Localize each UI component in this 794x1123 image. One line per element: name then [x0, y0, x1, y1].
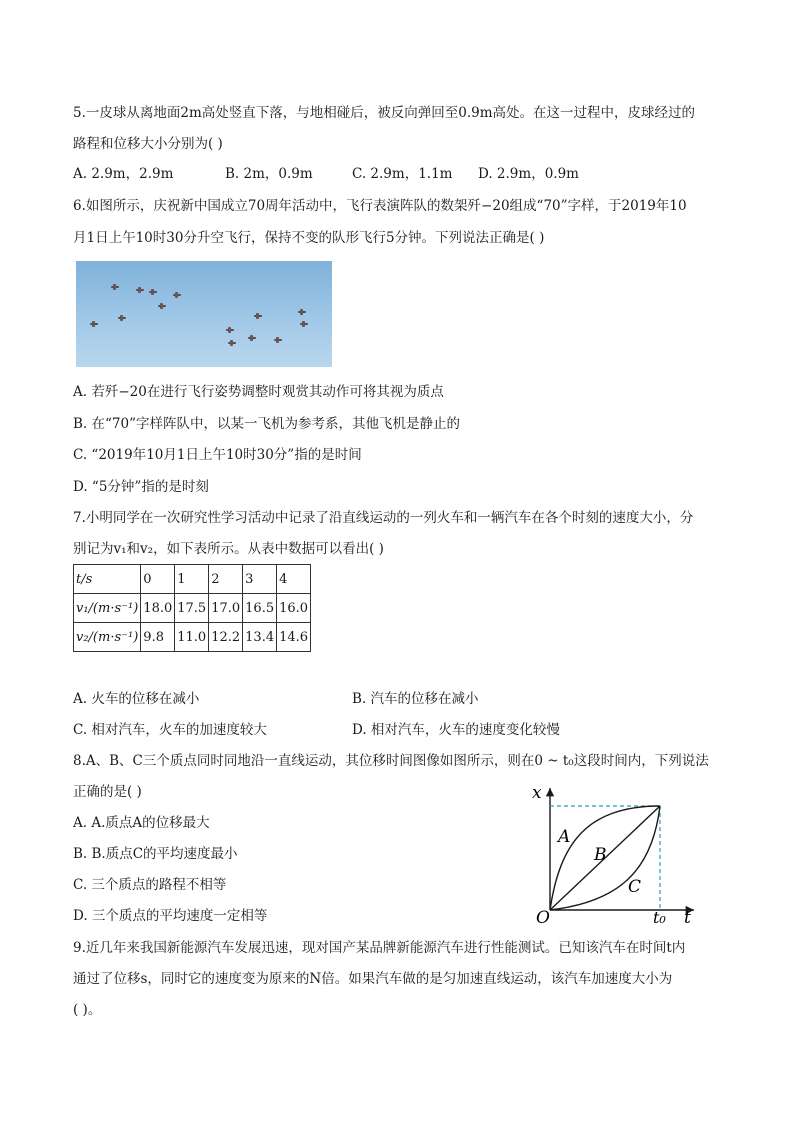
q5-option-d: D. 2.9m，0.9m — [478, 166, 579, 182]
curve-a-label: A — [558, 827, 571, 847]
table-cell: 18.0 — [141, 594, 175, 623]
table-cell: 2 — [209, 565, 243, 594]
jet-icon — [173, 294, 181, 296]
q5-option-c: C. 2.9m，1.1m — [352, 166, 453, 182]
table-row — [74, 594, 311, 623]
jet-icon — [118, 317, 126, 319]
table-cell: 4 — [277, 565, 311, 594]
table-cell: 16.5 — [243, 594, 277, 623]
q8-option-b: B. B.质点C的平均速度最小 — [73, 846, 238, 862]
jet-icon — [300, 323, 308, 325]
jet-icon — [90, 323, 98, 325]
jet-icon — [248, 337, 256, 339]
jet-icon — [228, 342, 236, 344]
table-cell: 1 — [175, 565, 209, 594]
jet-icon — [111, 286, 119, 288]
x-axis-label: x — [532, 783, 542, 803]
q5-stem-line1: 5.一皮球从离地面2m高处竖直下落，与地相碰后，被反向弹回至0.9m高处。在这一过程中，皮球经过的 — [73, 105, 696, 121]
table-cell: 0 — [141, 565, 175, 594]
q9-stem-line2: 通过了位移s，同时它的速度变为原来的N倍。如果汽车做的是匀加速直线运动，该汽车加速度大小为 — [73, 971, 673, 987]
q6-option-a: A. 若歼−20在进行飞行姿势调整时观赏其动作可将其视为质点 — [73, 384, 444, 400]
q6-option-b: B. 在“70”字样阵队中，以某一飞机为参考系，其他飞机是静止的 — [73, 416, 460, 432]
q5-option-a: A. 2.9m，2.9m — [73, 166, 174, 182]
q7-stem-line2: 别记为v₁和v₂，如下表所示。从表中数据可以看出( ) — [73, 541, 384, 557]
q9-stem-line3: ( )。 — [73, 1002, 102, 1018]
q7-option-d: D. 相对汽车，火车的速度变化较慢 — [352, 722, 560, 738]
jet-icon — [158, 305, 166, 307]
origin-label: O — [536, 908, 550, 928]
q5-option-b: B. 2m，0.9m — [225, 166, 313, 182]
table-cell: 12.2 — [209, 623, 243, 652]
q8-stem-line2: 正确的是( ) — [73, 784, 142, 800]
curve-b-label: B — [594, 845, 607, 865]
table-cell: 14.6 — [277, 623, 311, 652]
q8-option-c: C. 三个质点的路程不相等 — [73, 877, 227, 893]
table-cell: v₁/(m·s⁻¹) — [74, 594, 141, 623]
q6-option-d: D. “5分钟”指的是时刻 — [73, 479, 209, 495]
table-cell: 3 — [243, 565, 277, 594]
curve-c-label: C — [628, 877, 642, 897]
table-cell: 16.0 — [277, 594, 311, 623]
q6-option-c: C. “2019年10月1日上午10时30分”指的是时间 — [73, 447, 362, 463]
t-axis-label: t — [684, 908, 691, 928]
q7-stem-line1: 7.小明同学在一次研究性学习活动中记录了沿直线运动的一列火车和一辆汽车在各个时刻的速度大小，分 — [73, 510, 694, 526]
xt-graph — [528, 782, 708, 930]
velocity-table — [73, 564, 311, 652]
q9-stem-line1: 9.近几年来我国新能源汽车发展迅速，现对国产某品牌新能源汽车进行性能测试。已知该汽车在时间t内 — [73, 940, 686, 956]
q5-stem-line2: 路程和位移大小分别为( ) — [73, 136, 223, 152]
table-cell: 9.8 — [141, 623, 175, 652]
jet-icon — [136, 289, 144, 291]
t0-label: t₀ — [653, 908, 666, 927]
q8-option-a: A. A.质点A的位移最大 — [73, 815, 210, 831]
q7-option-b: B. 汽车的位移在减小 — [352, 691, 479, 707]
table-row — [74, 623, 311, 652]
q6-stem-line2: 月1日上午10时30分升空飞行，保持不变的队形飞行5分钟。下列说法正确是( ) — [73, 230, 545, 246]
jet-icon — [274, 339, 282, 341]
table-cell: 17.5 — [175, 594, 209, 623]
q6-stem-line1: 6.如图所示，庆祝新中国成立70周年活动中，飞行表演阵队的数架歼−20组成“70”字样，于2019年10 — [73, 198, 687, 214]
jet-icon — [226, 329, 234, 331]
formation-photo — [76, 261, 332, 367]
table-cell: t/s — [74, 565, 141, 594]
q7-option-c: C. 相对汽车，火车的加速度较大 — [73, 722, 267, 738]
q7-option-a: A. 火车的位移在减小 — [73, 691, 200, 707]
jet-icon — [298, 311, 306, 313]
q8-option-d: D. 三个质点的平均速度一定相等 — [73, 908, 268, 924]
jet-icon — [149, 291, 157, 293]
table-cell: v₂/(m·s⁻¹) — [74, 623, 141, 652]
table-cell: 13.4 — [243, 623, 277, 652]
jet-icon — [254, 315, 262, 317]
table-cell: 11.0 — [175, 623, 209, 652]
q8-stem-line1: 8.A、B、C三个质点同时同地沿一直线运动，其位移时间图像如图所示，则在0 ~ t₀这段时间内，下列说法 — [73, 753, 709, 769]
table-row — [74, 565, 311, 594]
table-cell: 17.0 — [209, 594, 243, 623]
